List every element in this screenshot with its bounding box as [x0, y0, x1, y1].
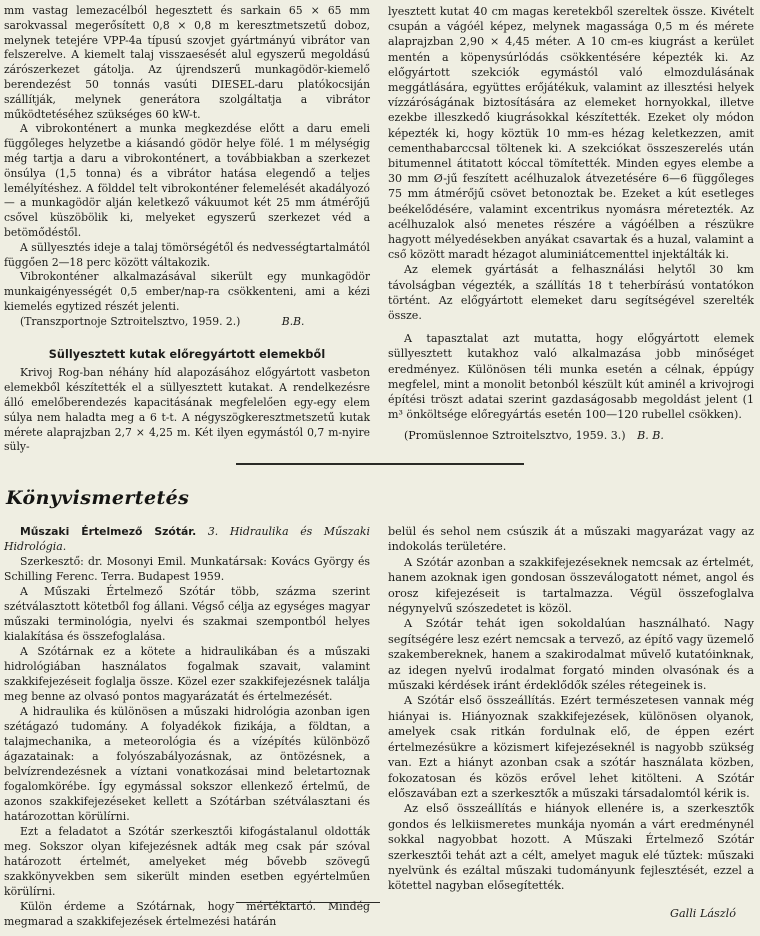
paragraph: belül és sehol nem csúszik át a műszaki magyarázat vagy az indokolás területére. [388, 525, 754, 554]
section-title: Könyvismertetés [6, 487, 190, 509]
paragraph: A Szótár első összeállítás. Ezért természetesen vannak még hiányai is. Hiányoznak szakkifejezések, különösen olyanok, amelyek csak ritkán fordulnak elő, de éppen ezért értelmezésükre a közismert kifejezéseknél is nagyobb szükség van. Ezt a hiányt azonban csak a szótár használata közben, fokozatosan és közös erővel lehet kitölteni. A Szótár előszavában ezt a szerkesztők a műszaki társadalomtól kérik is. [388, 694, 754, 800]
paragraph: A süllyesztés ideje a talaj tömörségétől és nedvességtartalmától függően 2—18 perc között váltakozik. [4, 240, 370, 269]
review-column-1 [4, 524, 370, 929]
citation-source: (Transzportnoje Sztroitelsztvo, 1959. 2.) [20, 314, 241, 328]
citation-signature: B. B. [637, 429, 664, 443]
paragraph: Külön érdeme a Szótárnak, hogy mértéktartó. Mindég megmarad a szakkifejezések értelmezési határán [4, 900, 370, 928]
paragraph: A Műszaki Értelmező Szótár több, százma szerint szétválasztott kötetből fog állani. Végső célja az egységes magyar műszaki terminológia, nyelvi és szakmai szempontból helyes kialakítása és összefoglalása. [4, 585, 370, 643]
reviewer-signature: Galli László [670, 906, 736, 920]
book-title: Műszaki Értelmező Szótár. [20, 525, 197, 538]
paragraph: A Szótár tehát igen sokoldalúan használható. Nagy segítségére lesz ezért nemcsak a tervező, az építő vagy üzemelő szakembereknek, hanem a szakirodalmat művelő kutatóinknak, az idegen nyelvű irodalmat forgató minden olvasónak és a műszaki kérdések iránt érdeklődők széles rétegeinek is. [388, 617, 754, 693]
article-heading: Süllyesztett kutak előregyártott elemekből [48, 347, 326, 361]
paragraph: Az első összeállítás e hiányok ellenére is, a szerkesztők gondos és lelkiismeretes munkája nyomán a várt eredménynél sokkal nagyobbat hozott. A Műszaki Értelmező Szótár szerkesztői tehát azt a célt, amelyet maguk elé tűztek: műszaki nyelvünk és ezáltal műszaki tudományunk fejlesztését, ezzel a kötettel nagyban elősegítették. [388, 802, 754, 893]
paragraph: lyesztett kutat 40 cm magas keretekből szereltek össze. Kivételt csupán a vágóél képez, melynek magassága 0,5 m és mérete alaprajzban 2,90 × 4,45 méter. A 10 cm-es kiugrást a kerület mentén a köpenysúrlódás csökkentésére képezték ki. Az előgyártott szekciók egymástól való elmozdulásának meggátlására, együttes erőjátékuk, valamint az illesztési helyek vízzáróságának biztosítására az elemeket hornyokkal, illetve ezekbe illeszkedő kiugrásokkal készítették. Ezeket oly módon képezték ki, hogy köztük 10 mm-es hézag keletkezzen, amit cementhabarccsal töltenek ki. A szekciókat összeszerelés után bitumennel átitatott kóccal tömítették. Minden egyes elembe a 30 mm Ø-jű feszített acélhuzalok átvezetésére 6—6 függőleges 75 mm átmérőjű csövet betonoztak be. Ezeket a kút esetleges beékelődésére, valamint excentrikus nyomásra méretezték. Az acélhuzalok alsó menetes részére a vágóélben a részükre hagyott mélyedésekben anyákat csavartak és a huzal, valamint a cső között maradt hézagot aluminiátcementtel injektálták ki. [388, 5, 754, 262]
citation [388, 428, 754, 443]
paragraph: A tapasztalat azt mutatta, hogy előgyártott elemek süllyesztett kutakhoz való alkalmazása jobb minőséget eredményez. Különösen téli munka esetén a célnak, éppúgy megfelel, mint a monolit betonból készült kút aminél a krivojrogi építési tröszt adatai szerint gazdaságosabb megoldást jelent (1 m³ önköltsége előregyártás esetén 100—120 rubellel csökken). [388, 332, 754, 422]
column-end-rule [236, 902, 380, 903]
paragraph: A Szótárnak ez a kötete a hidraulikában és a műszaki hidrológiában használatos fogalmak szavait, valamint szakkifejezéseit foglalja össze. Közel ezer szakkifejezésnek találja meg benne az olvasó pontos magyarázatát és értelmezését. [4, 645, 370, 703]
paragraph: Ezt a feladatot a Szótár szerkesztői kifogástalanul oldották meg. Sokszor olyan kifejezésnek adták meg csak pár szóval határozott értelmét, amelyeket még bővebb szövegű szakkönyvekben sem sikerült minden esetben egyértelműen körülírni. [4, 825, 370, 898]
paragraph: Vibrokonténer alkalmazásával sikerült egy munkagödör munkaigényességét 0,5 ember/nap-ra csökkenteni, ami a kézi kiemelés egytized részét jelenti. [4, 270, 370, 313]
book-title-line [4, 524, 370, 554]
book-subtitle: 3. Hidraulika és Műszaki Hidrológia. [4, 525, 370, 553]
paragraph: Krivoj Rog-ban néhány híd alapozásához előgyártott vasbeton elemekből készítették el a süllyesztett kutakat. A rendelkezésre álló emelőberendezés kapacitásának megfelelően egy-egy elem súlya nem haladta meg a 6 t-t. A négyszögkeresztmetszetű kutak mérete alaprajzban 2,7 × 4,25 m. Két ilyen egymástól 0,7 m-nyire süly- [4, 366, 370, 454]
book-editors: Szerkesztő: dr. Mosonyi Emil. Munkatársak: Kovács György és Schilling Ferenc. Terra. Budapest 1959. [4, 555, 370, 583]
paragraph: A vibrokonténert a munka megkezdése előtt a daru emeli függőleges helyzetbe a kiásandó gödör helye fölé. 1 m mélységig még tartja a daru a vibrokonténert, a továbbiakban a szerkezet önsúlya (1,5 tonna) és a vibrátor hatása elegendő a teljes lemélyítéshez. A földdel telt vibrokonténer felemelését akadályozó — a munkagödör alján keletkező vákuumot két 25 mm átmérőjű csővel küszöbölik ki, melyeket egyszerű szerkezet véd a betömődéstől. [4, 122, 370, 239]
citation-signature: B.B. [281, 314, 305, 328]
citation [4, 315, 370, 330]
paragraph: A Szótár azonban a szakkifejezéseknek nemcsak az értelmét, hanem azoknak igen gondosan összeválogatott német, angol és orosz kifejezéseit is tartalmazza. Végül összefoglalva négynyelvű szószedetet is közöl. [388, 555, 754, 616]
review-column-2 [388, 524, 754, 921]
paragraph: mm vastag lemezacélból hegesztett és sarkain 65 × 65 mm sarokvassal megerősített 0,8 × 0,8 m keresztmetszetű doboz, melynek tetejére VPP-4a típusú szovjet gyártmányú vibrátor van felszerelve. A kiemelt talaj visszaesését alul egyszerű megoldású zárószerkezet gátolja. Az újrendszerű munkagödör-kiemelő berendezést 50 tonnás vasúti DIESEL-daru platókocsiján szállítják, melynek generátora szolgáltatja a vibrátor működtetéséhez szükséges 60 kW-t. [4, 4, 370, 121]
article-column-1 [4, 4, 370, 455]
paragraph: A hidraulika és különösen a műszaki hidrológia azonban igen szétágazó tudomány. A folyadékok fizikája, a földtan, a talajmechanika, a meteorológia és a vízépítés különböző ágazatainak: a folyószabályozásnak, az öntözésnek, a belvízrendezésnek a víztani vonatkozásai mind beletartoznak fogalomkörébe. Így egymással sokszor ellenkező értelmű, de azonos szakkifejezéseket kellett a Szótárban szétválasztani és határozottan körülírni. [4, 705, 370, 823]
citation-source: (Promüslennoe Sztroitelsztvo, 1959. 3.) [404, 429, 626, 443]
section-divider [236, 463, 524, 465]
paragraph: Az elemek gyártását a felhasználási helytől 30 km távolságban végezték, a szállítás 18 t teherbírású vontatókon történt. Az előgyártott elemeket daru segítségével szerelték össze. [388, 263, 754, 323]
article-column-2 [388, 4, 754, 444]
